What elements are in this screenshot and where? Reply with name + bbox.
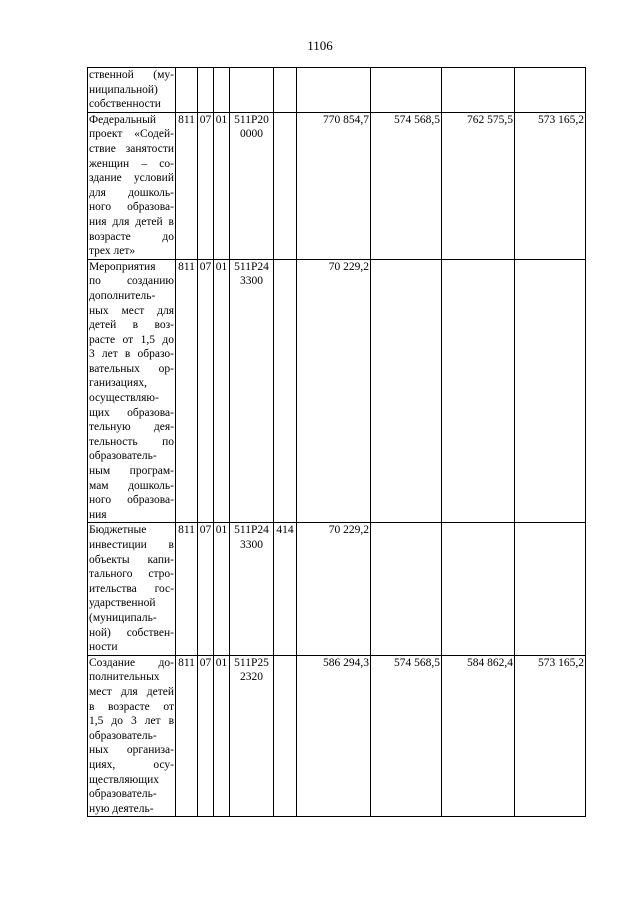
table-row <box>88 655 586 817</box>
target-article-cell <box>230 68 274 113</box>
row-name-line: объекты капи- <box>89 553 174 566</box>
expense-type-cell <box>274 655 297 817</box>
amount-cell-2: 574 568,5 <box>371 655 442 817</box>
amount-cell-4 <box>515 259 586 523</box>
amount-cell-1 <box>297 68 371 113</box>
row-name-line: щих образова- <box>89 406 174 419</box>
ministry-code-cell: 811 <box>176 655 198 817</box>
table-row <box>88 68 586 113</box>
row-name-cell <box>88 259 176 523</box>
row-name-line: женщин – со- <box>89 157 174 170</box>
amount-cell-4 <box>515 523 586 655</box>
amount-cell-4: 573 165,2 <box>515 655 586 817</box>
ministry-code-cell: 811 <box>176 523 198 655</box>
expense-type-cell: 414 <box>274 523 297 655</box>
row-name-line: ную деятель- <box>89 802 154 815</box>
section-code-cell: 07 <box>198 112 214 259</box>
target-article-part: 511Р20 <box>234 113 269 126</box>
row-name-line: ных организа- <box>89 744 174 757</box>
target-article-part: 511Р24 <box>234 524 269 537</box>
amount-cell-4 <box>515 68 586 113</box>
table-row <box>88 259 586 523</box>
amount-cell-2 <box>371 68 442 113</box>
row-name-line: здание условий <box>89 172 174 185</box>
row-name-line: ной) собствен- <box>89 626 174 639</box>
row-name-line: проект «Содей- <box>89 128 174 141</box>
row-name-line: ния для детей в <box>89 215 174 228</box>
section-code-cell <box>198 68 214 113</box>
row-name-line: Мероприятия <box>89 260 156 273</box>
row-name-line: для дошколь- <box>89 186 174 199</box>
row-name-line: образователь- <box>89 729 157 742</box>
amount-cell-1: 70 229,2 <box>297 523 371 655</box>
subsection-code-cell: 01 <box>214 112 230 259</box>
amount-cell-2 <box>371 259 442 523</box>
row-name-line: 1,5 до 3 лет в <box>89 715 174 728</box>
row-name-line: детей в воз- <box>89 319 174 332</box>
row-name-line: ности <box>89 641 118 654</box>
row-name-cell <box>88 655 176 817</box>
subsection-code-cell: 01 <box>214 523 230 655</box>
row-name-line: (муниципаль- <box>89 611 157 624</box>
row-name-line: собственности <box>89 98 161 111</box>
row-name-line: мест для детей <box>89 685 174 698</box>
target-article-part: 0000 <box>240 128 263 141</box>
row-name-line: по созданию <box>89 275 174 288</box>
budget-table <box>87 67 586 817</box>
row-name-line: ударственной <box>89 597 156 610</box>
amount-cell-3 <box>442 523 515 655</box>
target-article-cell <box>230 523 274 655</box>
target-article-cell <box>230 112 274 259</box>
amount-cell-2 <box>371 523 442 655</box>
target-article-part: 511Р25 <box>234 656 269 669</box>
row-name-line: мам дошколь- <box>89 479 174 492</box>
target-article-cell <box>230 259 274 523</box>
row-name-line: возрасте до <box>89 230 174 243</box>
subsection-code-cell: 01 <box>214 259 230 523</box>
row-name-line: ного образова- <box>89 494 174 507</box>
table-row <box>88 523 586 655</box>
table-body <box>88 68 586 817</box>
row-name-line: полнительных <box>89 671 160 684</box>
row-name-cell <box>88 68 176 113</box>
row-name-line: ганизациях, <box>89 377 147 390</box>
target-article-part: 3300 <box>240 275 263 288</box>
row-name-line: тального стро- <box>89 568 174 581</box>
row-name-line: трех лет» <box>89 245 136 258</box>
row-name-line: ных мест для <box>89 304 174 317</box>
row-name-line: тельную дея- <box>89 421 174 434</box>
expense-type-cell <box>274 68 297 113</box>
subsection-code-cell <box>214 68 230 113</box>
amount-cell-3: 762 575,5 <box>442 112 515 259</box>
row-name-line: Создание до- <box>89 656 174 669</box>
row-name-line: 3 лет в образо- <box>89 348 174 361</box>
row-name-cell <box>88 112 176 259</box>
amount-cell-2: 574 568,5 <box>371 112 442 259</box>
table-row <box>88 112 586 259</box>
row-name-line: ствие занятости <box>89 142 174 155</box>
row-name-line: ного образова- <box>89 201 174 214</box>
row-name-cell <box>88 523 176 655</box>
target-article-part: 511Р24 <box>234 260 269 273</box>
expense-type-cell <box>274 259 297 523</box>
ministry-code-cell <box>176 68 198 113</box>
amount-cell-3 <box>442 68 515 113</box>
target-article-cell <box>230 655 274 817</box>
row-name-line: циях, осу- <box>89 758 174 771</box>
section-code-cell: 07 <box>198 523 214 655</box>
row-name-line: Федеральный <box>89 113 156 126</box>
target-article-part: 2320 <box>240 671 263 684</box>
row-name-line: инвестиции в <box>89 539 174 551</box>
section-code-cell: 07 <box>198 259 214 523</box>
row-name-line: тельность по <box>89 435 174 448</box>
amount-cell-1: 70 229,2 <box>297 259 371 523</box>
row-name-line: Бюджетные <box>89 524 147 537</box>
amount-cell-3 <box>442 259 515 523</box>
target-article-part: 3300 <box>240 539 263 551</box>
row-name-line: ным програм- <box>89 465 174 478</box>
row-name-line: образователь- <box>89 450 157 463</box>
amount-cell-4: 573 165,2 <box>515 112 586 259</box>
ministry-code-cell: 811 <box>176 259 198 523</box>
row-name-line: осуществляю- <box>89 392 159 405</box>
row-name-line: вательных ор- <box>89 362 174 375</box>
amount-cell-1: 586 294,3 <box>297 655 371 817</box>
row-name-line: ственной (му- <box>89 69 174 81</box>
row-name-line: ществляющих <box>89 773 160 786</box>
row-name-line: в возрасте от <box>89 700 174 713</box>
amount-cell-3: 584 862,4 <box>442 655 515 817</box>
amount-cell-1: 770 854,7 <box>297 112 371 259</box>
row-name-line: расте от 1,5 до <box>89 333 174 346</box>
section-code-cell: 07 <box>198 655 214 817</box>
page-number: 1106 <box>307 38 333 53</box>
row-name-line: ния <box>89 508 107 521</box>
expense-type-cell <box>274 112 297 259</box>
row-name-line: ительства гос- <box>89 582 174 595</box>
row-name-line: дополнитель- <box>89 289 156 302</box>
subsection-code-cell: 01 <box>214 655 230 817</box>
row-name-line: образователь- <box>89 788 157 801</box>
row-name-line: ниципальной) <box>89 83 158 96</box>
ministry-code-cell: 811 <box>176 112 198 259</box>
